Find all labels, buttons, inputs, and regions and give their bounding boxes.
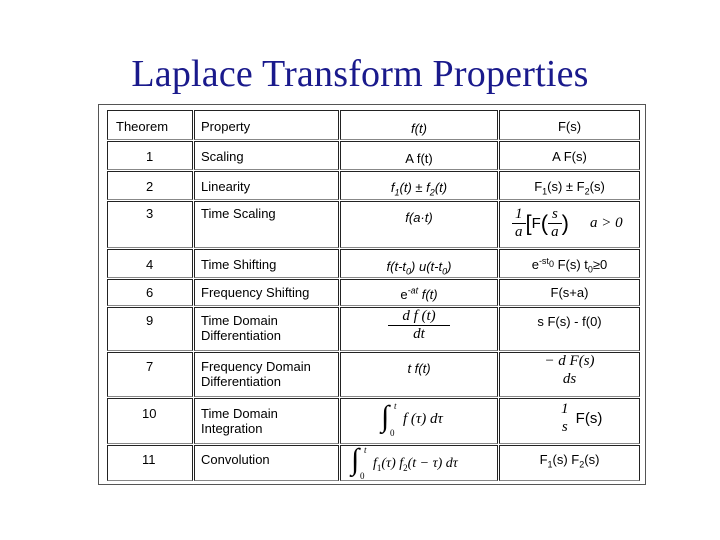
theorem-number: 7 (146, 359, 154, 374)
table-row (107, 171, 640, 200)
property-label-line1: Time Domain (201, 406, 278, 421)
theorem-number: 2 (146, 179, 154, 194)
theorem-number: 9 (146, 313, 154, 328)
s-domain-expr: $\frac{1}{a}$ [F( $\frac{s}{a}$ ) (512, 206, 569, 241)
table-row (107, 307, 640, 351)
property-label-line2: Integration (201, 421, 263, 436)
time-domain-expr: A f(t) (405, 151, 433, 166)
table-row (107, 201, 640, 248)
property-label-line1: Time Domain (201, 313, 278, 328)
property-label: Time Scaling (201, 206, 276, 221)
theorem-number: 6 (146, 285, 154, 300)
time-domain-expr: $e^{-at}$ f(t) (400, 285, 438, 302)
properties-table (98, 104, 646, 485)
property-label-line2: Differentiation (201, 328, 281, 343)
table-row (107, 249, 640, 278)
s-domain-expr: $F_1(s)$ $F_2(s)$ (539, 452, 600, 470)
table-row (107, 279, 640, 306)
header-Fs: F(s) (557, 119, 582, 134)
condition-label: a > 0 (590, 215, 623, 231)
integral-sign: ∫ (381, 400, 390, 433)
s-domain-expr: 1 s F(s) (561, 401, 603, 435)
table-header-row (107, 110, 640, 140)
s-domain-expr: $e^{-st_0}$ F(s) $t_0\ge 0$ (531, 255, 608, 275)
time-domain-expr: f(a·t) (405, 210, 433, 225)
s-domain-expr: s F(s) - f(0) (537, 314, 602, 329)
table-row (107, 445, 640, 481)
property-label: Convolution (201, 452, 270, 467)
s-domain-expr: $F_1(s) \pm F_2(s)$ (534, 179, 605, 197)
theorem-number: 3 (146, 206, 154, 221)
table-row (107, 398, 640, 444)
theorem-number: 1 (146, 149, 154, 164)
time-domain-expr: $f_1(t) \pm f_2(t)$ (390, 180, 448, 198)
property-label: Time Shifting (201, 257, 277, 272)
property-label-line2: Differentiation (201, 374, 281, 389)
header-property: Property (201, 119, 251, 134)
table-row (107, 141, 640, 170)
s-domain-expr: − d F(s) ds (544, 353, 595, 387)
time-domain-expr: ∫ t 0 $f_1(\tau) f_2(t - \tau)$ dτ (351, 443, 458, 481)
s-domain-expr: A F(s) (552, 149, 587, 164)
header-theorem: Theorem (116, 119, 169, 134)
table-row (107, 352, 640, 397)
page-title: Laplace Transform Properties (131, 53, 589, 95)
s-domain-expr: F(s+a) (550, 285, 589, 300)
time-domain-expr: ∫ t 0 f (τ) dτ (381, 400, 443, 438)
theorem-number: 4 (146, 257, 154, 272)
theorem-number: 10 (142, 406, 157, 421)
property-label-line1: Frequency Domain (201, 359, 311, 374)
header-ft: f(t) (411, 121, 427, 136)
time-domain-expr: $f(t-t_0)$ $u(t-t_0)$ (386, 259, 452, 277)
time-domain-expr: t f(t) (407, 361, 431, 376)
time-domain-expr: $\frac{\text{d f (t)}}{dt}$ (341, 308, 497, 343)
property-label: Scaling (201, 149, 244, 164)
theorem-number: 11 (142, 452, 156, 467)
property-label: Linearity (201, 179, 251, 194)
integral-sign: ∫ (351, 443, 360, 476)
property-label: Frequency Shifting (201, 285, 310, 300)
